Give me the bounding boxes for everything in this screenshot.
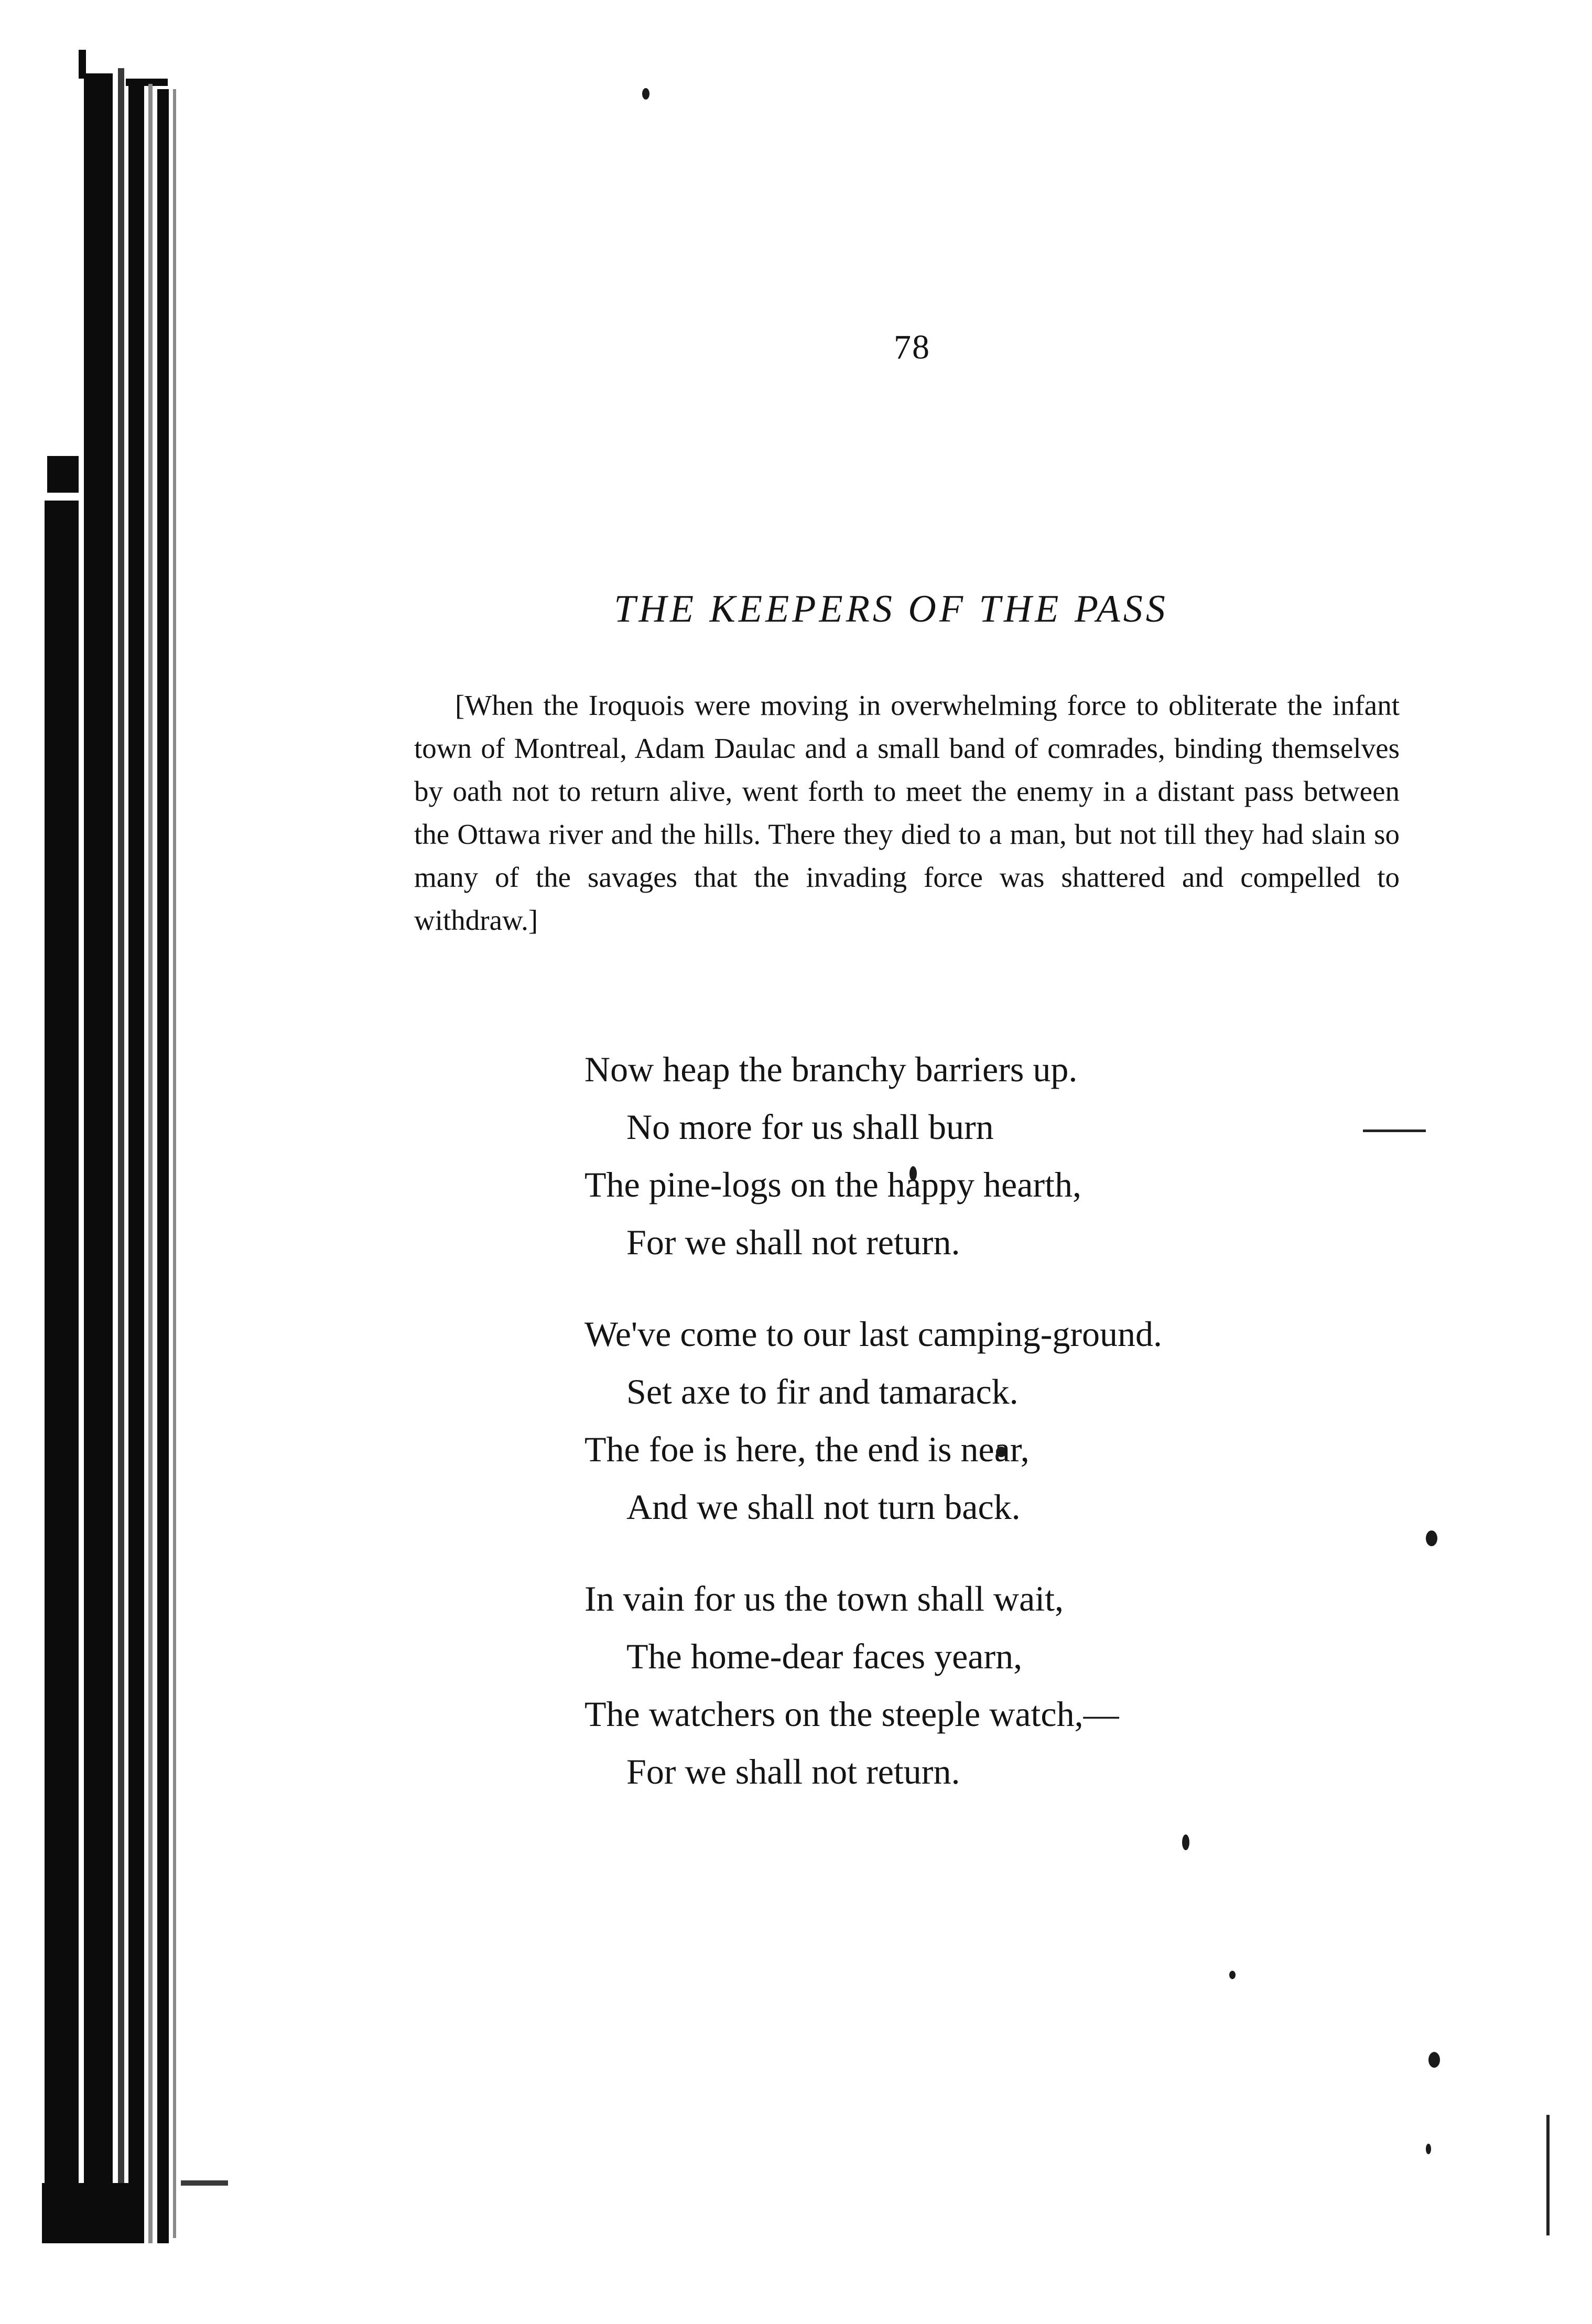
scan-speck (1428, 2052, 1440, 2068)
scan-speck (1426, 1530, 1437, 1546)
poem-line: The pine-logs on the happy hearth, (584, 1165, 1081, 1204)
poem-line: Set axe to fir and tamarack. (626, 1372, 1019, 1411)
poem-line: And we shall not turn back. (626, 1487, 1021, 1527)
poem-line: For we shall not return. (626, 1222, 960, 1262)
scan-speck (1229, 1971, 1236, 1979)
poem-line: For we shall not return. (626, 1752, 960, 1791)
poem-stanza-3 (584, 1570, 1371, 1800)
poem-line: Now heap the branchy barriers up. (584, 1049, 1078, 1089)
poem-preface (414, 684, 1400, 942)
scan-speck (1426, 2144, 1431, 2154)
scan-binding-edge (0, 0, 241, 2324)
poem-line: We've come to our last camping-ground. (584, 1314, 1163, 1354)
page-number: 78 (894, 328, 930, 366)
poem-line: The foe is here, the end is near, (584, 1429, 1030, 1469)
poem-stanza-1 (584, 1040, 1371, 1271)
poem-title: THE KEEPERS OF THE PASS (614, 588, 1168, 631)
poem-preface-text: [When the Iroquois were moving in overwhelming force to obliterate the infant town of Montreal, Adam Daulac and a small band of comrades, binding themselves by oath not to return alive, went forth to meet the enemy in a distant pass between the Ottawa river and the hills. There they died to a man, but not till they had slain so many of the savages that the invading force was shattered and compelled to withdraw.] (414, 689, 1400, 936)
scan-mark (1546, 2115, 1550, 2235)
poem-line: No more for us shall burn (626, 1107, 994, 1147)
scan-speck (1182, 1834, 1189, 1850)
poem-line: The home-dear faces yearn, (626, 1636, 1023, 1676)
poem-line: The watchers on the steeple watch,— (584, 1694, 1119, 1734)
scan-speck (642, 88, 649, 100)
poem-stanza-2 (584, 1305, 1371, 1536)
scan-mark (1363, 1130, 1426, 1132)
poem-line: In vain for us the town shall wait, (584, 1579, 1064, 1619)
